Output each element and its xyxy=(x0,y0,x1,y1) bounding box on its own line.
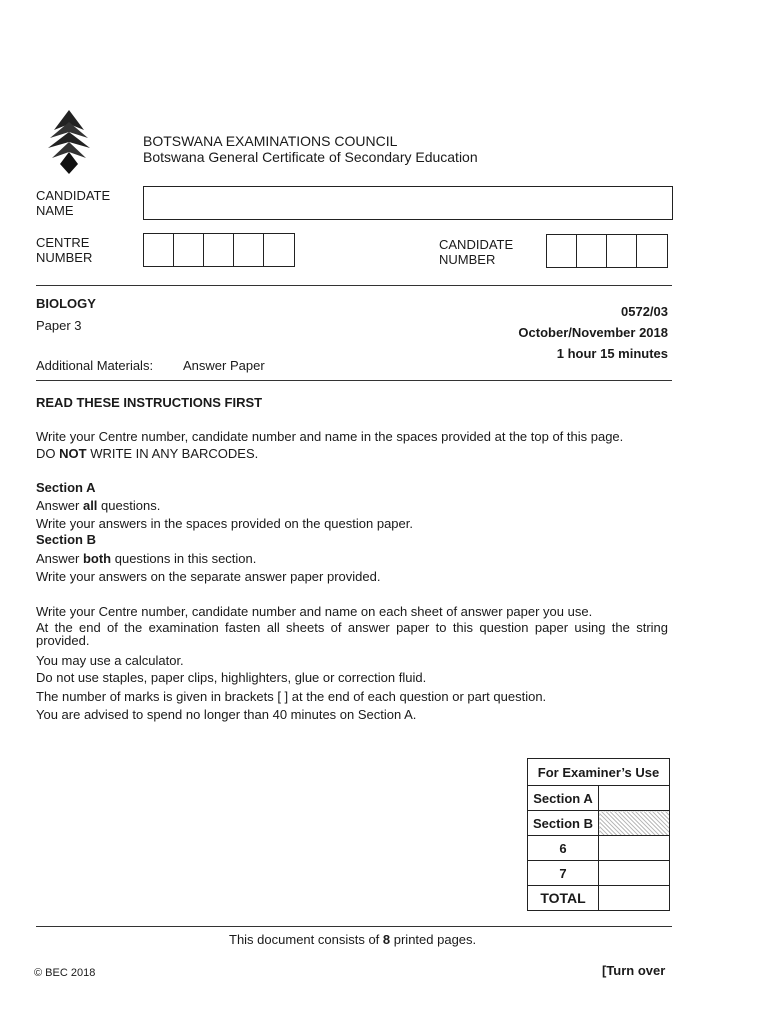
instruction-line: You may use a calculator. xyxy=(36,653,184,668)
examiner-row-score[interactable] xyxy=(599,786,670,811)
copyright: © BEC 2018 xyxy=(34,967,96,979)
candidate-number-label: CANDIDATE NUMBER xyxy=(439,237,514,267)
examiner-use-table xyxy=(527,758,670,911)
divider xyxy=(36,285,672,286)
candidate-number-boxes[interactable] xyxy=(546,234,668,268)
exam-session: October/November 2018 xyxy=(518,325,668,340)
centre-number-box[interactable] xyxy=(144,234,174,266)
centre-number-box[interactable] xyxy=(234,234,264,266)
divider xyxy=(36,926,672,927)
examiner-row-label: 7 xyxy=(528,861,599,886)
instruction-line: Do not use staples, paper clips, highlighters, glue or correction fluid. xyxy=(36,670,427,685)
instruction-line: Write your Centre number, candidate number and name in the spaces provided at the top of this page. xyxy=(36,429,624,444)
instruction-line: Answer both questions in this section. xyxy=(36,551,257,566)
examiner-row-label: Section B xyxy=(528,811,599,836)
examiner-row-label: Section A xyxy=(528,786,599,811)
materials-value: Answer Paper xyxy=(183,358,265,373)
examiner-table-title: For Examiner’s Use xyxy=(528,759,670,786)
paper-number: Paper 3 xyxy=(36,318,82,333)
section-b-heading: Section B xyxy=(36,532,96,547)
examiner-row-score[interactable] xyxy=(599,836,670,861)
instruction-line: Write your Centre number, candidate number and name on each sheet of answer paper you use. xyxy=(36,604,593,619)
instruction-line: DO NOT WRITE IN ANY BARCODES. xyxy=(36,446,259,461)
org-name: BOTSWANA EXAMINATIONS COUNCIL xyxy=(143,133,398,149)
centre-number-label: CENTRE NUMBER xyxy=(36,235,93,265)
examiner-row-label: 6 xyxy=(528,836,599,861)
instruction-line: Write your answers on the separate answer paper provided. xyxy=(36,569,381,584)
candidate-number-box[interactable] xyxy=(607,235,637,267)
subject: BIOLOGY xyxy=(36,296,96,311)
turn-over: [Turn over xyxy=(602,963,666,978)
candidate-number-box[interactable] xyxy=(547,235,577,267)
page-count-note: This document consists of 8 printed pages. xyxy=(229,932,477,947)
instruction-line: Write your answers in the spaces provided on the question paper. xyxy=(36,516,413,531)
divider xyxy=(36,380,672,381)
examiner-row-score[interactable] xyxy=(599,886,670,911)
paper-code: 0572/03 xyxy=(621,304,668,319)
section-a-heading: Section A xyxy=(36,480,96,495)
examiner-row-label: TOTAL xyxy=(528,886,599,911)
bec-logo xyxy=(44,108,94,176)
materials-label: Additional Materials: xyxy=(36,358,154,373)
instruction-line: The number of marks is given in brackets [ ] at the end of each question or part question. xyxy=(36,689,547,704)
instructions-heading: READ THESE INSTRUCTIONS FIRST xyxy=(36,395,263,410)
candidate-number-box[interactable] xyxy=(577,235,607,267)
candidate-name-label: CANDIDATE NAME xyxy=(36,188,111,218)
exam-duration: 1 hour 15 minutes xyxy=(556,346,668,361)
examiner-row-score-shaded xyxy=(599,811,670,836)
centre-number-box[interactable] xyxy=(174,234,204,266)
candidate-name-field[interactable] xyxy=(143,186,673,220)
instruction-line: You are advised to spend no longer than 40 minutes on Section A. xyxy=(36,707,417,722)
centre-number-box[interactable] xyxy=(264,234,294,266)
qualification: Botswana General Certificate of Secondary Education xyxy=(143,149,478,165)
candidate-number-box[interactable] xyxy=(637,235,667,267)
centre-number-boxes[interactable] xyxy=(143,233,295,267)
instruction-line: At the end of the examination fasten all sheets of answer paper to this question paper using the string provided. xyxy=(36,620,668,648)
centre-number-box[interactable] xyxy=(204,234,234,266)
examiner-row-score[interactable] xyxy=(599,861,670,886)
instruction-line: Answer all questions. xyxy=(36,498,161,513)
